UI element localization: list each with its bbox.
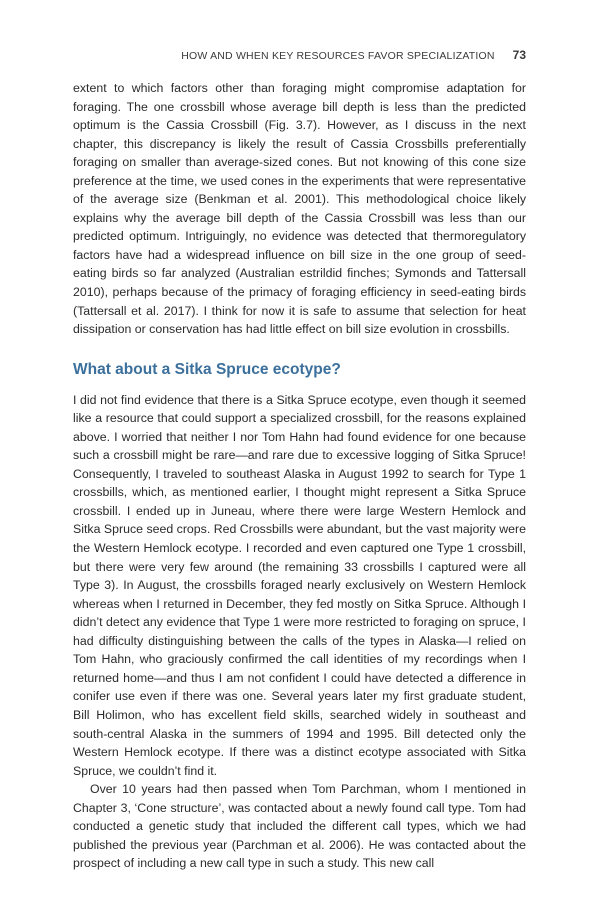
- running-title: HOW AND WHEN KEY RESOURCES FAVOR SPECIALIZATION: [181, 50, 495, 62]
- page-number: 73: [512, 48, 526, 62]
- paragraph: Over 10 years had then passed when Tom Parchman, whom I mentioned in Chapter 3, ‘Cone structure’, was contacted about a newly found call type. Tom had conducted a genetic study that included the different call types, which we had published the previous year (Parchman et al. 2006). He was contacted about the prospect of including a new call type in such a study. This new call: [73, 782, 526, 871]
- section-heading: What about a Sitka Spruce ecotype?: [73, 360, 341, 378]
- body-text: [73, 79, 526, 873]
- paragraph: extent to which factors other than foraging might compromise adaptation for foraging. The one crossbill whose average bill depth is less than the predicted optimum is the Cassia Crossbill (Fig. 3.7). However, as I discuss in the next chapter, this discrepancy is likely the result of Cassia Crossbills preferentially foraging on smaller than average-sized cones. But not knowing of this cone size preference at the time, we used cones in the experiments that were representative of the average size (Benkman et al. 2001). This methodological choice likely explains why the average bill depth of the Cassia Crossbill was less than our predicted optimum. Intriguingly, no evidence was detected that thermoregulatory factors have had a widespread influence on bill size in the one group of seed-eating birds so far analyzed (Australian estrildid finches; Symonds and Tattersall 2010), perhaps because of the primacy of foraging efficiency in seed-eating birds (Tattersall et al. 2017). I think for now it is safe to assume that selection for heat dissipation or conservation has had little effect on bill size evolution in crossbills.: [73, 81, 526, 337]
- paragraph: I did not find evidence that there is a Sitka Spruce ecotype, even though it seemed like a resource that could support a specialized crossbill, for the reasons explained above. I worried that neither I nor Tom Hahn had found evidence for one because such a crossbill might be rare—and rare due to excessive logging of Sitka Spruce! Consequently, I traveled to southeast Alaska in August 1992 to search for Type 1 crossbills, which, as mentioned earlier, I thought might represent a Sitka Spruce crossbill. I ended up in Juneau, where there were large Western Hemlock and Sitka Spruce seed crops. Red Crossbills were abundant, but the vast majority were the Western Hemlock ecotype. I recorded and even captured one Type 1 crossbill, but there were very few around (the remaining 33 crossbills I captured were all Type 3). In August, the crossbills foraged nearly exclusively on Western Hemlock whereas when I returned in December, they fed mostly on Sitka Spruce. Although I didn’t detect any evidence that Type 1 were more restricted to foraging on spruce, I had difficulty distinguishing between the calls of the types in Alaska—I relied on Tom Hahn, who graciously confirmed the call identities of my recordings when I returned home—and thus I am not confident I could have detected a difference in conifer use even if there was one. Several years later my first graduate student, Bill Holimon, who has excellent field skills, searched widely in southeast and south-central Alaska in the summers of 1994 and 1995. Bill detected only the Western Hemlock ecotype. If there was a distinct ecotype associated with Sitka Spruce, we couldn’t find it.: [73, 392, 526, 778]
- running-header: [73, 48, 526, 62]
